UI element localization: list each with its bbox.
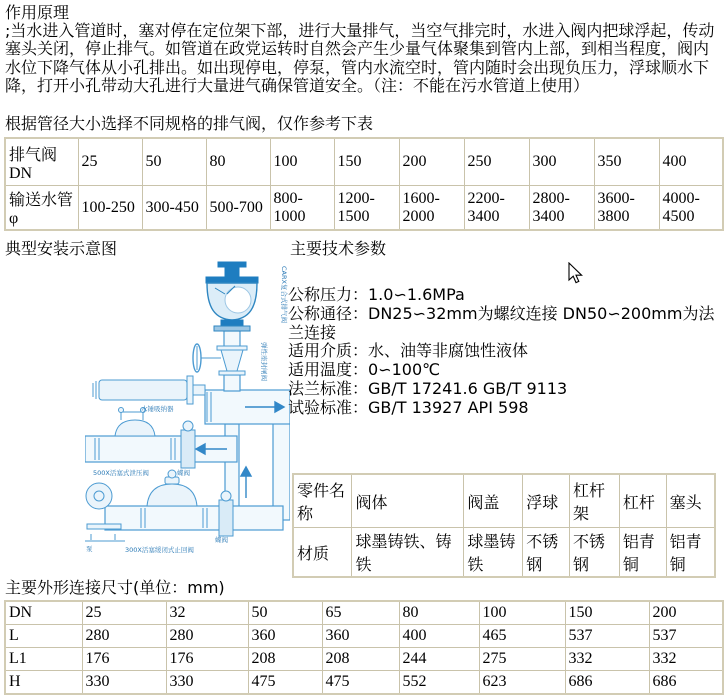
row-header-cell: 零件名称 <box>293 474 352 528</box>
table-cell: 65 <box>322 601 399 625</box>
param-line: 法兰标准：GB/T 17241.6 GB/T 9113 <box>288 378 568 398</box>
table-cell: 330 <box>166 671 248 695</box>
table-row <box>5 648 723 671</box>
table-cell: 176 <box>82 648 166 671</box>
table-cell: 475 <box>322 671 399 695</box>
diagram-label: 500X活塞式泄压阀 <box>93 469 149 477</box>
table-cell: 25 <box>82 601 166 625</box>
table-cell: 552 <box>399 671 479 695</box>
table-cell: 537 <box>649 625 723 648</box>
table-cell: 铝青铜 <box>666 528 715 578</box>
table-cell: 500-700 <box>206 186 270 231</box>
row-header-cell: 材质 <box>293 528 352 578</box>
table-cell: 360 <box>248 625 322 648</box>
table-cell: 4000-4500 <box>659 186 723 231</box>
diagram-label: 水锤吸纳器 <box>141 405 174 413</box>
diagram-label: 300X活塞缓闭式止回阀 <box>125 546 194 554</box>
table-cell: 50 <box>142 138 206 186</box>
row-header-cell: 输送水管 φ <box>5 186 78 231</box>
table-cell: 80 <box>399 601 479 625</box>
table-cell: 280 <box>82 625 166 648</box>
table-cell: 100 <box>270 138 334 186</box>
table-row <box>5 625 723 648</box>
table-cell: 400 <box>399 625 479 648</box>
parts-material-table <box>292 473 716 578</box>
table-cell: 686 <box>565 671 649 695</box>
diagram-label: 弹性座封闸阀 <box>260 342 268 381</box>
butterfly-valve-drawing <box>181 421 195 468</box>
table-cell: 50 <box>248 601 322 625</box>
butterfly-valve-drawing <box>219 491 233 536</box>
diagram-label: 蝶阀 <box>215 536 228 544</box>
table-cell: 300-450 <box>142 186 206 231</box>
table-cell: 208 <box>248 648 322 671</box>
table-cell: 球墨铸铁、铸铁 <box>352 528 464 578</box>
table-cell: 280 <box>166 625 248 648</box>
table-cell: 250 <box>464 138 529 186</box>
table-cell: 400 <box>659 138 723 186</box>
table-cell: 475 <box>248 671 322 695</box>
table-cell: 686 <box>649 671 723 695</box>
table-cell: 阀盖 <box>464 474 523 528</box>
mouse-cursor-icon <box>568 262 584 284</box>
row-header-cell: DN <box>5 601 82 625</box>
install-diagram-title: 典型安装示意图 <box>5 239 118 258</box>
param-line: 公称通径：DN25∽32mm为螺纹连接 DN50∽200mm为法兰连接 <box>288 303 715 342</box>
selection-note: 根据管径大小选择不同规格的排气阀，仅作参考下表 <box>5 114 374 133</box>
principle-text: ;当水进入管道时，塞对停在定位架下部，进行大量排气，当空气排完时，水进入阀内把球浮起，传动塞头关闭，停止排气。如管道在政党运转时自然会产生少量气体聚集到管内上部，到相当程度，阀内水位下降气体从小孔排出。如出现停电，停泵，管内水流空时，管内随时会出现负压力，浮球顺水下降，打开小孔带动大孔进行大量进气确保管道安全。（注：不能在污水管道上使用） <box>5 21 715 96</box>
table-cell: 杠杆 <box>619 474 666 528</box>
table-cell: 150 <box>565 601 649 625</box>
table-cell: 537 <box>565 625 649 648</box>
table-cell: 25 <box>78 138 142 186</box>
table-cell: 球墨铸铁 <box>464 528 523 578</box>
table-cell: 不锈钢 <box>523 528 570 578</box>
table-row <box>5 601 723 625</box>
table-cell: 150 <box>334 138 399 186</box>
installation-diagram <box>85 258 290 568</box>
table-cell: 32 <box>166 601 248 625</box>
dims-title: 主要外形连接尺寸(单位：mm) <box>5 578 225 597</box>
table-cell: 杠杆架 <box>570 474 620 528</box>
table-cell: 330 <box>82 671 166 695</box>
param-line: 试验标准：GB/T 13927 API 598 <box>288 397 529 417</box>
table-cell: 2800-3400 <box>529 186 594 231</box>
gate-valve-drawing <box>193 344 247 375</box>
principle-title: 作用原理 <box>5 3 70 22</box>
table-cell: 1600-2000 <box>399 186 464 231</box>
row-header-cell: L <box>5 625 82 648</box>
row-header-cell: H <box>5 671 82 695</box>
table-cell: 244 <box>399 648 479 671</box>
exhaust-valve-drawing <box>206 262 258 331</box>
table-cell: 200 <box>399 138 464 186</box>
table-cell: 208 <box>322 648 399 671</box>
param-line: 适用温度：0∽100℃ <box>288 360 441 380</box>
tech-params-list <box>288 286 727 418</box>
table-cell: 465 <box>479 625 565 648</box>
table-row <box>5 186 723 231</box>
dn-selection-table <box>4 137 724 231</box>
table-cell: 360 <box>322 625 399 648</box>
diagram-label: CARX复合式排气阀 <box>280 266 288 323</box>
table-cell: 3600-3800 <box>594 186 659 231</box>
table-cell: 塞头 <box>666 474 715 528</box>
dimensions-table <box>4 600 724 695</box>
table-cell: 80 <box>206 138 270 186</box>
table-cell: 不锈钢 <box>570 528 620 578</box>
table-row <box>5 671 723 695</box>
table-cell: 阀体 <box>352 474 464 528</box>
table-cell: 100-250 <box>78 186 142 231</box>
param-line: 公称压力：1.0∽1.6MPa <box>288 285 465 304</box>
table-row <box>293 528 715 578</box>
table-cell: 350 <box>594 138 659 186</box>
table-row <box>293 474 715 528</box>
diagram-label: 蝶阀 <box>177 469 190 477</box>
table-row <box>5 138 723 186</box>
row-header-cell: 排气阀 DN <box>5 138 78 186</box>
table-cell: 176 <box>166 648 248 671</box>
diagram-label: 泵 <box>86 545 93 553</box>
table-cell: 800-1000 <box>270 186 334 231</box>
table-cell: 332 <box>649 648 723 671</box>
table-cell: 铝青铜 <box>619 528 666 578</box>
table-cell: 1200-1500 <box>334 186 399 231</box>
table-cell: 332 <box>565 648 649 671</box>
row-header-cell: L1 <box>5 648 82 671</box>
table-cell: 275 <box>479 648 565 671</box>
table-cell: 300 <box>529 138 594 186</box>
table-cell: 200 <box>649 601 723 625</box>
tech-params-title: 主要技术参数 <box>290 239 387 258</box>
water-hammer-absorber-drawing <box>93 376 205 404</box>
table-cell: 623 <box>479 671 565 695</box>
table-cell: 100 <box>479 601 565 625</box>
table-cell: 浮球 <box>523 474 570 528</box>
table-cell: 2200-3400 <box>464 186 529 231</box>
param-line: 适用介质：水、油等非腐蚀性液体 <box>288 341 529 361</box>
